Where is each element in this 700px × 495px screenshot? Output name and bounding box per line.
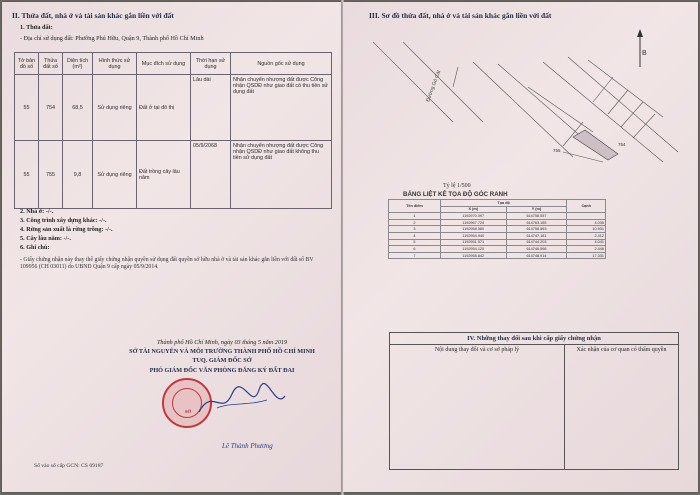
coord-header-y: Y (m) (506, 206, 567, 213)
coord-y: 614748.914 (506, 252, 567, 259)
header-usage-origin: Nguồn gốc sử dụng (231, 53, 332, 75)
header-usage-purpose: Mục đích sử dụng (137, 53, 191, 75)
coord-header-x: X (m) (440, 206, 506, 213)
coord-point: 3 (389, 226, 441, 233)
coord-edge: 2.446 (567, 246, 606, 253)
coord-y: 614763.155 (506, 219, 567, 226)
coord-y: 614746.598 (506, 246, 567, 253)
coordinates-caption: BẢNG LIỆT KÊ TỌA ĐỘ GÓC RANH (403, 191, 508, 198)
coord-header-point: Tên điểm (389, 200, 441, 213)
coord-point: 7 (389, 252, 441, 259)
coord-x: 1192958.580 (440, 226, 506, 233)
coord-header-group: Tọa độ (440, 200, 567, 207)
lot-754-shape (573, 130, 618, 160)
changes-body-row (390, 345, 679, 470)
table-row (389, 213, 606, 220)
right-page (343, 2, 698, 492)
table-row (15, 75, 332, 141)
changes-confirmation-column: Xác nhận của cơ quan có thẩm quyền (565, 345, 679, 470)
plot-sketch-map (363, 42, 693, 202)
coord-edge: 4.035 (567, 219, 606, 226)
coord-y: 614747.181 (506, 232, 567, 239)
coord-edge (567, 213, 606, 220)
cell-plot-number: 755 (39, 141, 63, 209)
deputy-director-line: PHÓ GIÁM ĐỐC VĂN PHÒNG ĐĂNG KÝ ĐẤT ĐAI (149, 367, 295, 374)
tuq-line: TUQ. GIÁM ĐỐC SỞ (192, 357, 252, 364)
coord-x: 1192958.842 (440, 252, 506, 259)
header-plot-number: Thửa đất số (39, 53, 63, 75)
section-iv-title: IV. Những thay đổi sau khi cấp giấy chứng nhận (390, 333, 679, 345)
changes-table (389, 332, 679, 470)
section-iii-title: III. Sơ đồ thửa đất, nhà ở và tài sản khác gắn liền với đất (369, 11, 552, 20)
north-label: B (642, 50, 647, 57)
coord-x: 1192954.940 (440, 232, 506, 239)
table-header-row (15, 53, 332, 75)
coord-y: 614744.203 (506, 239, 567, 246)
cell-usage-term: Lâu dài (191, 75, 231, 141)
table-row (15, 141, 332, 209)
table-row (389, 232, 606, 239)
changes-content-column: Nội dung thay đổi và cơ sở pháp lý (390, 345, 565, 470)
coord-edge: 17.331 (567, 252, 606, 259)
item-planted-forest: 4. Rừng sản xuất là rừng trồng: -/-. (20, 226, 113, 233)
coord-edge: 4.041 (567, 239, 606, 246)
cell-usage-form: Sử dụng riêng (93, 141, 137, 209)
stamp-text: SỞ (184, 409, 191, 414)
note-text: - Giấy chứng nhận này thay thế giấy chứng nhận quyền sử dụng đất quyền sở hữu nhà ở và tài sản khác gắn liền với đất số BV 109956 (CH 03011) do UBND Quận 9 cấp ngày 05/9/2014. (20, 257, 314, 271)
coord-header-row (389, 200, 606, 207)
item-notes: 6. Ghi chú: (20, 244, 50, 251)
left-page (2, 2, 342, 492)
issuing-department: SỞ TÀI NGUYÊN VÀ MÔI TRƯỜNG THÀNH PHỐ HỒ CHÍ MINH (129, 348, 315, 355)
header-map-sheet: Tờ bản đồ số (15, 53, 39, 75)
coord-point: 2 (389, 219, 441, 226)
cell-usage-origin: Nhận chuyển nhượng đất được Công nhận QSDĐ như giao đất có thu tiền sử dụng đất (231, 75, 332, 141)
coord-x: 1192951.571 (440, 239, 506, 246)
coord-x: 1192967.724 (440, 219, 506, 226)
street-label: Đường Gò Cát (425, 69, 443, 103)
table-row (389, 219, 606, 226)
map-scale: Tỷ lệ 1/500 (443, 183, 471, 189)
cell-plot-number: 754 (39, 75, 63, 141)
cell-usage-term: 05/9/2068 (191, 141, 231, 209)
coord-point: 1 (389, 213, 441, 220)
item-house: 2. Nhà ở: -/-. (20, 208, 54, 215)
header-area: Diện tích (m²) (63, 53, 93, 75)
cell-usage-origin: Nhận chuyển nhượng đất được Công nhận QSDĐ như giao đất không thu tiền sử dụng đất (231, 141, 332, 209)
header-usage-form: Hình thức sử dụng (93, 53, 137, 75)
item-perennial-trees: 5. Cây lâu năm: -/-. (20, 235, 71, 242)
section-ii-title: II. Thửa đất, nhà ở và tài sản khác gắn liền với đất (12, 11, 174, 20)
cell-map-sheet: 55 (15, 141, 39, 209)
table-row (389, 226, 606, 233)
coord-edge: 10.931 (567, 226, 606, 233)
coord-x: 1192954.120 (440, 246, 506, 253)
lot-label-755: 755 (553, 148, 561, 153)
signature-block (102, 339, 342, 374)
coordinates-table (388, 199, 606, 259)
item-other-construction: 3. Công trình xây dựng khác: -/-. (20, 217, 107, 224)
table-row (389, 252, 606, 259)
serial-number: Số vào sổ cấp GCN: CS 09187 (34, 463, 104, 469)
table-row (389, 239, 606, 246)
land-address: - Địa chỉ sử dụng đất: Phường Phú Hữu, Quận 9, Thành phố Hồ Chí Minh (20, 35, 204, 42)
coord-x: 1192970.097 (440, 213, 506, 220)
place-date: Thành phố Hồ Chí Minh, ngày 03 tháng 5 năm 2019 (156, 339, 288, 346)
sub-heading-land-plot: 1. Thửa đất: (20, 24, 53, 31)
coord-point: 4 (389, 232, 441, 239)
coord-point: 5 (389, 239, 441, 246)
coord-y: 614758.557 (506, 213, 567, 220)
changes-title-row (390, 333, 679, 345)
cell-area: 9,8 (63, 141, 93, 209)
cell-usage-form: Sử dụng riêng (93, 75, 137, 141)
cell-area: 68,5 (63, 75, 93, 141)
header-usage-term: Thời hạn sử dụng (191, 53, 231, 75)
lot-label-754: 754 (618, 142, 626, 147)
cell-map-sheet: 55 (15, 75, 39, 141)
signature-scrawl (197, 382, 287, 422)
table-row (389, 246, 606, 253)
coord-edge: 2.412 (567, 232, 606, 239)
coord-point: 6 (389, 246, 441, 253)
coord-y: 614758.563 (506, 226, 567, 233)
coord-header-edge: Cạnh (567, 200, 606, 213)
land-plot-table (14, 52, 332, 209)
cell-usage-purpose: Đất trồng cây lâu năm (137, 141, 191, 209)
cell-usage-purpose: Đất ở tại đô thị (137, 75, 191, 141)
signer-name: Lê Thành Phương (222, 442, 273, 450)
